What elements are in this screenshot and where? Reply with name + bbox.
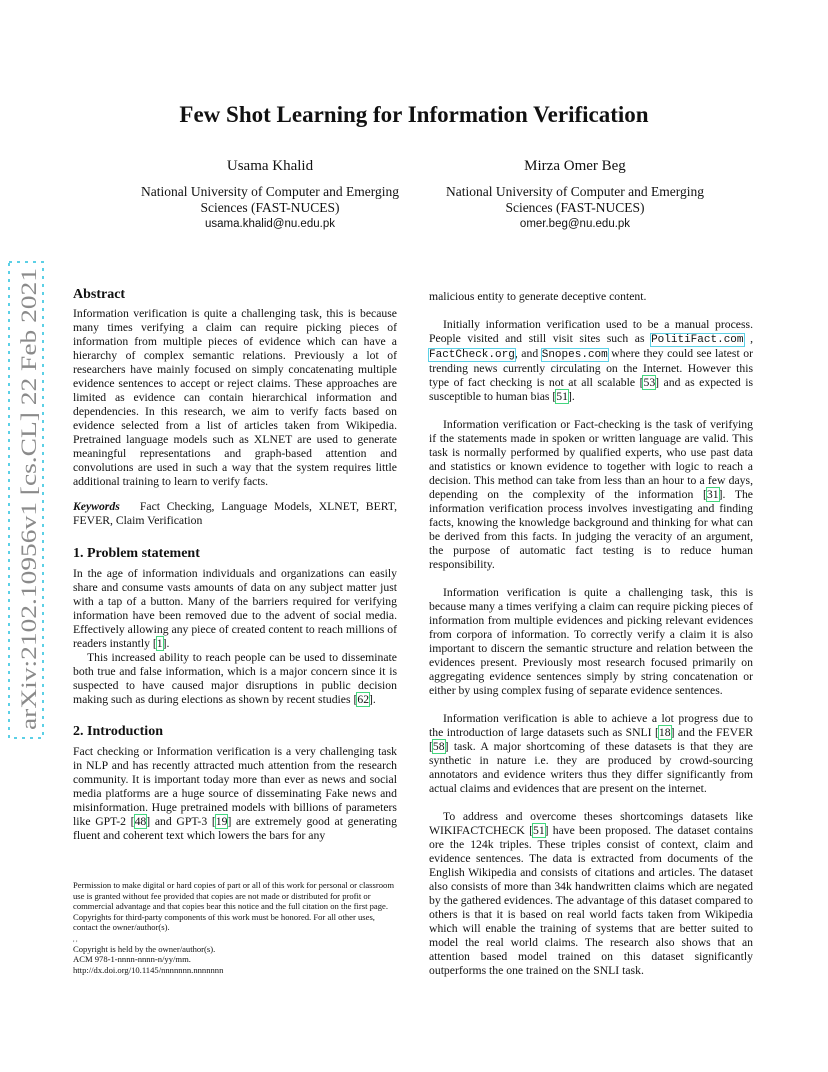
author-affiliation: National University of Computer and Emerging <box>445 184 705 199</box>
citation-link[interactable]: 53 <box>643 376 656 389</box>
right-column <box>429 290 753 978</box>
keywords <box>73 500 397 528</box>
author-name: Usama Khalid <box>226 158 314 174</box>
author-block-1 <box>110 158 430 232</box>
paragraph: In the age of information individuals and organizations can easily share and consume vasts amounts of data on any subject matter just with a tap of a button. Many of the barriers required for verifying information have been removed due to the advent of social media. Effectively allowing any piece of created content to reach millions of readers instantly [1]. <box>73 567 397 650</box>
factcheck-link[interactable]: FactCheck.org <box>429 349 515 361</box>
author-affiliation: National University of Computer and Emerging <box>140 184 400 199</box>
section-heading-introduction: 2. Introduction <box>73 724 163 739</box>
snopes-link[interactable]: Snopes.com <box>541 349 608 361</box>
citation-link[interactable]: 19 <box>215 815 228 828</box>
author-affiliation: Sciences (FAST-NUCES) <box>200 200 340 215</box>
paragraph: To address and overcome theses shortcomings datasets like WIKIFACTCHECK [51] have been proposed. The dataset contains ore the 124k triples. These triples consist of context, claim and evidence sentences. The data is extracted from documents of the English Wikipedia and consists of citations and articles. The dataset also consists of more than 34k handwritten claims which are negated by the gathered evidences. The advantage of this dataset compared to others is that it is based on real world facts taken from Wikipedia which will enable the training of systems that are better suited to model the real world claims. The research also shows that an attention based model trained on this dataset significantly outperforms the one trained on the SNLI task. <box>429 810 753 977</box>
author-email: usama.khalid@nu.edu.pk <box>205 218 335 230</box>
paragraph: Information verification or Fact-checking is the task of verifying if the statements made in spoken or written language are valid. This task is normally performed by qualified experts, who use past data and statistics or known evidence to together with logic to reach a decision. This method can take from less than an hour to a few days, depending on the complexity of the information [31]. The information verification process involves investigating and finding facts, knowing the knowledge background and thinking for what can be derived from this facts. In judging the veracity of an argument, the purpose of automatic fact testing is to reduce human responsibility. <box>429 418 753 571</box>
citation-link[interactable]: 58 <box>432 740 445 753</box>
keywords-label: Keywords <box>73 500 120 513</box>
keywords-text: Fact Checking, Language Models, XLNET, BERT, FEVER, Claim Verification <box>73 500 397 527</box>
section-heading-problem: 1. Problem statement <box>73 546 200 561</box>
citation-link[interactable]: 48 <box>134 815 147 828</box>
politifact-link[interactable]: PolitiFact.com <box>651 334 744 346</box>
left-column <box>73 288 397 843</box>
citation-link[interactable]: 62 <box>357 693 370 706</box>
citation-link[interactable]: 18 <box>658 726 671 739</box>
abstract-text: Information verification is quite a challenging task, this is because many times verifying a claim can require picking pieces of information from multiple pieces of evidence which can have a hierarchy of complex semantic relations. Previously a lot of researchers have mainly focused on simply concatenating multiple evidence sentences to accept or reject claims. These approaches are limited as evidence can contain hierarchical information and dependencies. In this research, we aim to verify facts based on evidence selected from a list of articles taken from Wikipedia. Pretrained language models such as XLNET are used to generate meaningful representations and graph-based attention and convolutions are used in such a way that the system requires little additional training to learn to verify facts. <box>73 307 397 488</box>
paragraph: Initially information verification used to be a manual process. People visited and still visit sites such as PolitiFact.com , FactCheck.org, and Snopes.com where they could see latest or trending news currently circulating on the Internet. However this type of fact checking is not at all scalable [53] and as expected is susceptible to human bias [51]. <box>429 318 754 403</box>
author-affiliation: Sciences (FAST-NUCES) <box>505 200 645 215</box>
paper-title: Few Shot Learning for Information Verification <box>179 102 649 127</box>
permission-notice: Permission to make digital or hard copies of part or all of this work for personal or classroom use is granted without fee provided that copies are not made or distributed for profit or commercial advantage and that copies bear this notice and the full citation on the first page. Copyrights for third-party components of this work must be honored. For all other uses, contact the owner/author(s). <box>73 880 394 932</box>
arxiv-stamp-text: arXiv:2102.10956v1 [cs.CL] 22 Feb 2021 <box>16 351 41 730</box>
paragraph: Information verification is quite a challenging task, this is because many a times verifying a claim can require picking pieces of information from multiple evidences and picking relevant evidences from corpora of information. To correctly verify a claim it is also important to discern the semantic structure and relation between the evidences present. Previously most research focused primarily on aggregating evidence sentences simply by string concatenation or either by using complex fusing of separate evidence sentences. <box>429 586 753 697</box>
footnote-dots: , , <box>73 936 78 943</box>
abstract-heading: Abstract <box>73 287 126 302</box>
citation-link[interactable]: 31 <box>706 488 719 501</box>
paragraph: This increased ability to reach people can be used to disseminate both true and false information, which is a major concern since it is suspected to have caused major disruptions in public decision making such as during elections as shown by recent studies [62]. <box>73 651 397 706</box>
copyright-footnote <box>73 880 399 975</box>
doi-link[interactable]: http://dx.doi.org/10.1145/nnnnnnn.nnnnnnn <box>73 964 224 975</box>
paragraph: Fact checking or Information verification is a very challenging task in NLP and has recently attracted much attention from the research community. It is important today more than ever as news and social media platforms are a huge source of disseminating Fake news and misinformation. Huge pretrained models with billions of parameters like GPT-2 [48] and GPT-3 [19] are extremely good at generating fluent and coherent text which lowers the bars for any <box>73 745 397 842</box>
author-name: Mirza Omer Beg <box>524 158 626 174</box>
acm-line: ACM 978-1-nnnn-nnnn-n/yy/mm. <box>73 954 191 964</box>
author-block-2 <box>415 158 735 232</box>
arxiv-stamp[interactable] <box>6 260 46 740</box>
copyright-line: Copyright is held by the owner/author(s). <box>73 943 216 954</box>
citation-link[interactable]: 51 <box>556 390 568 403</box>
citation-link[interactable]: 1 <box>156 637 163 650</box>
paragraph: malicious entity to generate deceptive content. <box>429 290 647 303</box>
citation-link[interactable]: 51 <box>532 824 545 837</box>
author-email: omer.beg@nu.edu.pk <box>519 218 631 230</box>
paragraph: Information verification is able to achieve a lot progress due to the introduction of large datasets such as SNLI [18] and the FEVER [58] task. A major shortcoming of these datasets is that they are synthetic in nature i.e. they are produced by crowd-sourcing annotators and evidence writers thus they differ significantly from actual claims and evidences that are present on the internet. <box>429 712 754 795</box>
